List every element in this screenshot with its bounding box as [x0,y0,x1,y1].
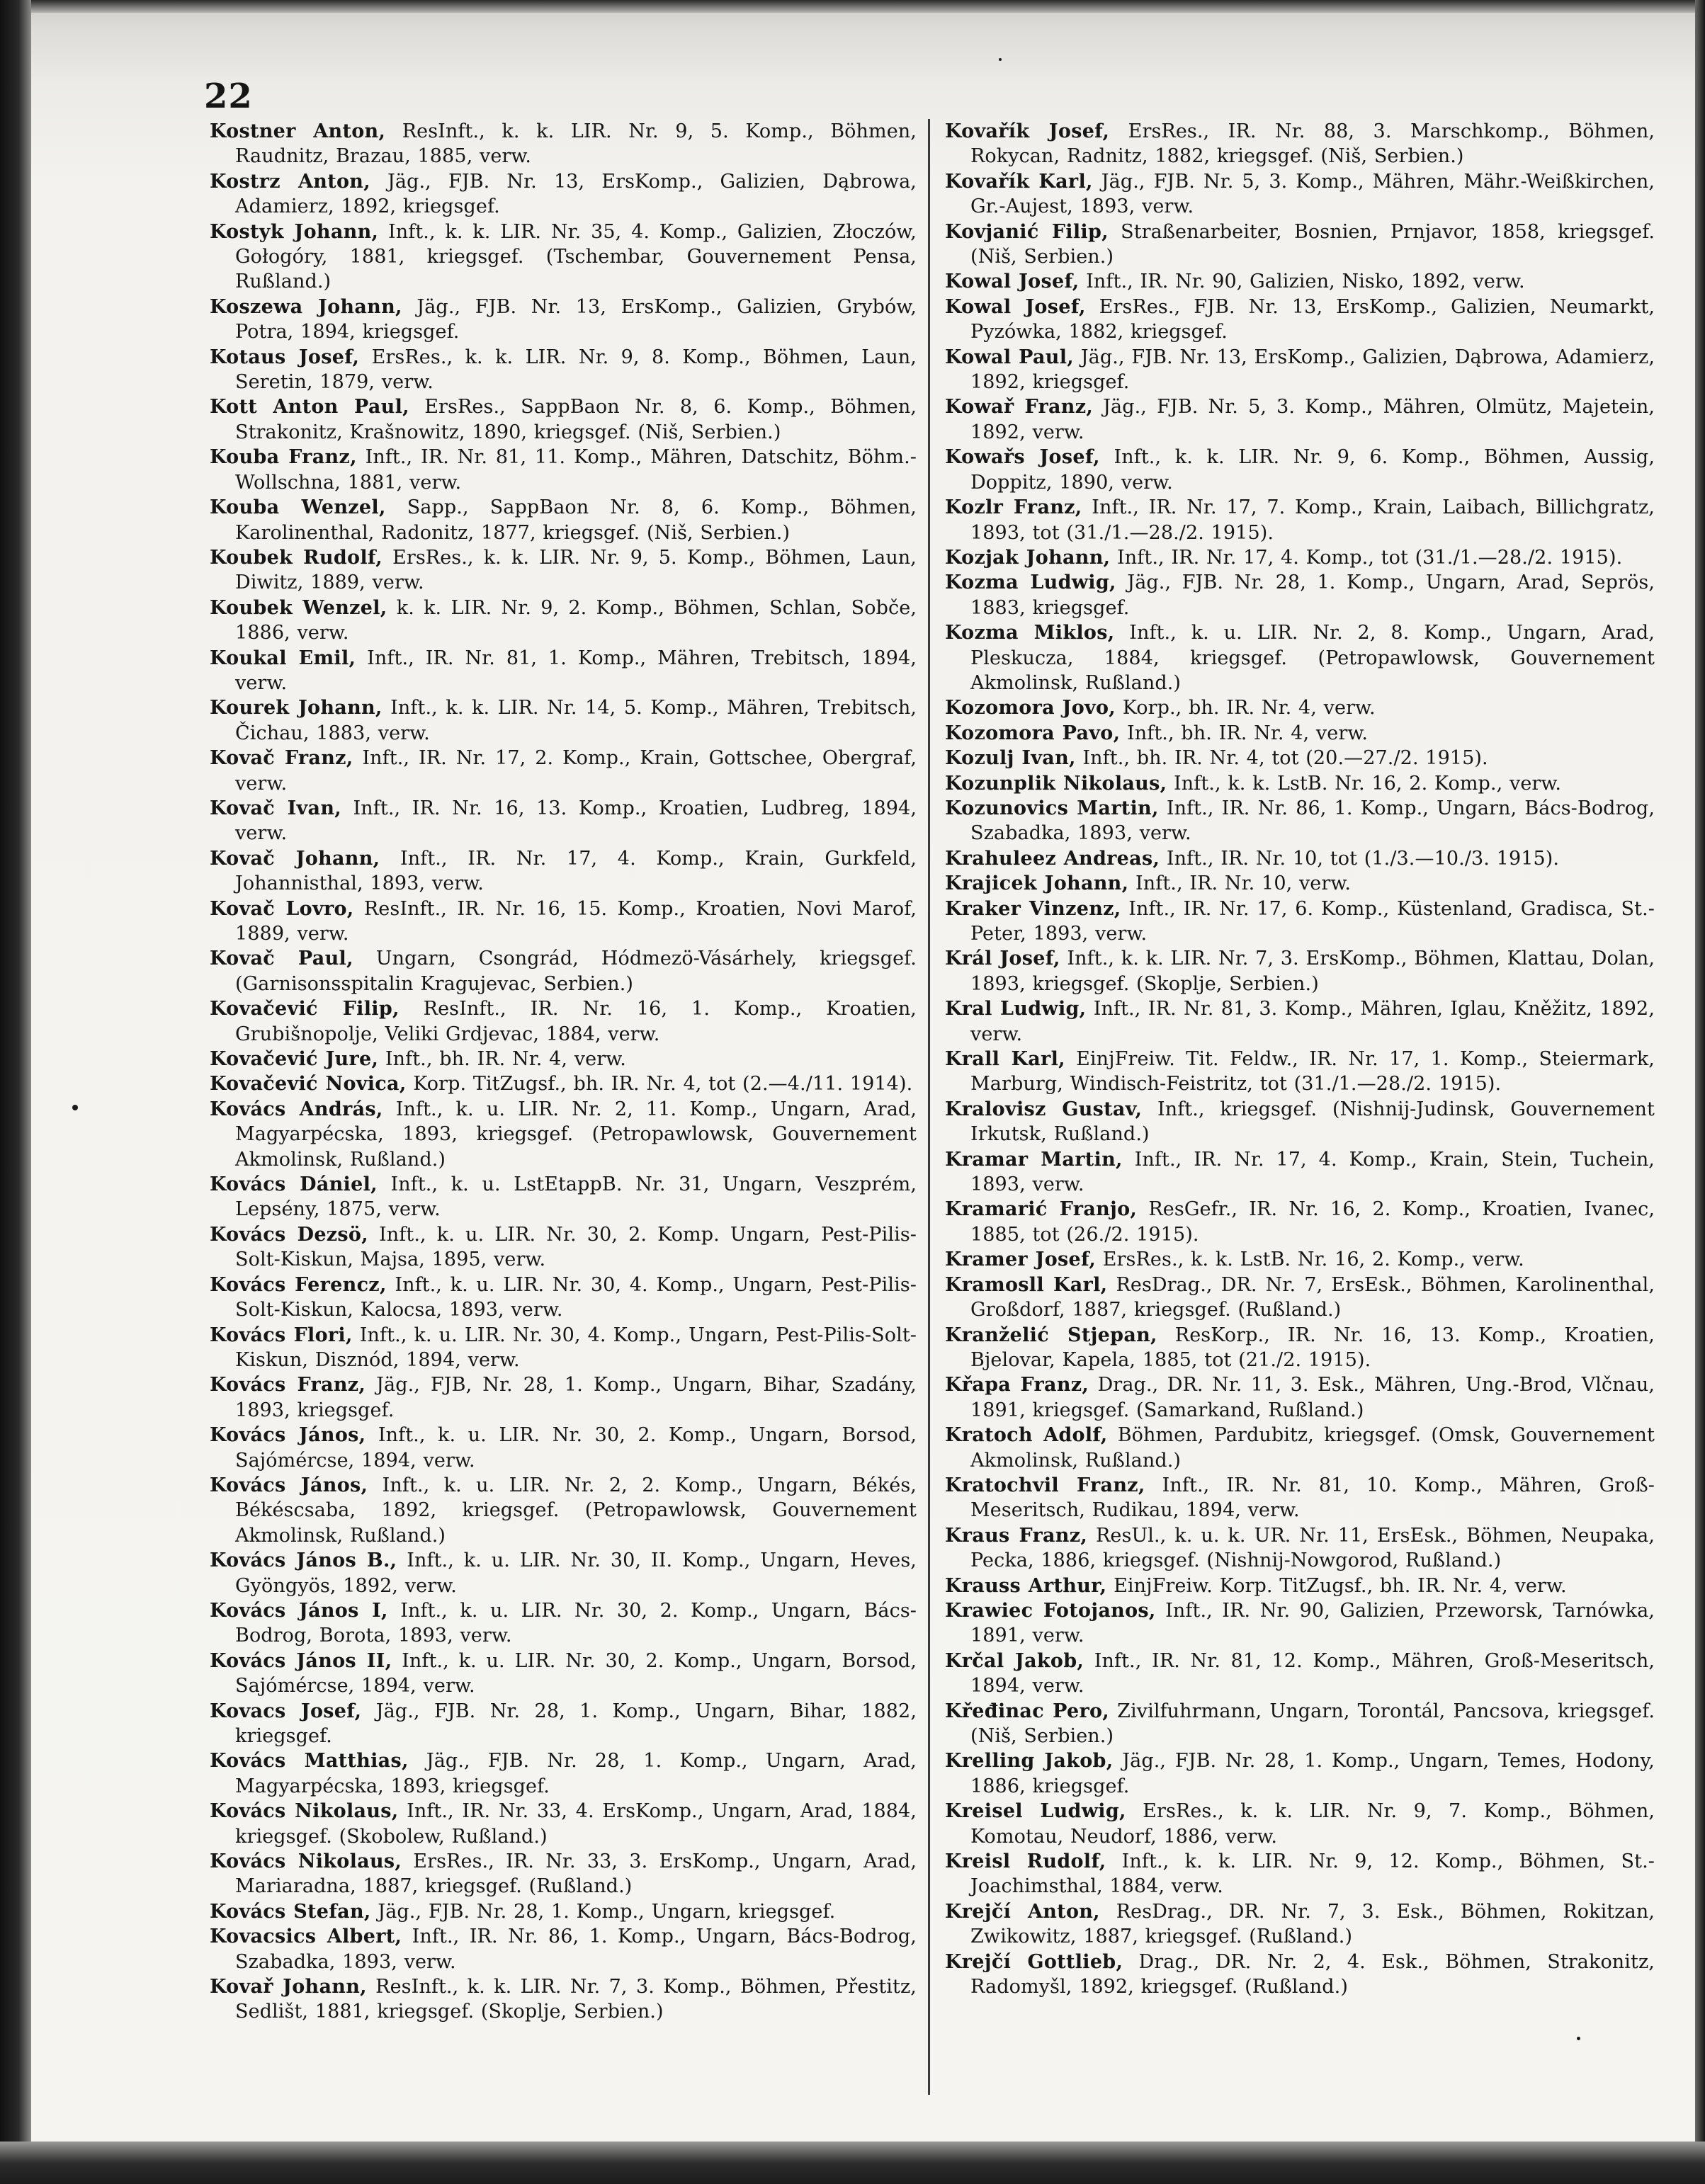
entry-details: ErsRes., SappBaon Nr. 8, 6. Komp., Böhmen, Strakonitz, Krašnowitz, 1890, kriegsgef. (Niš, Serbien.) [235,396,917,443]
entry-name: Koubek Wenzel, [210,596,387,619]
entry-name: Kovacs Josef, [210,1700,362,1722]
entry-details: Inft., k. u. LIR. Nr. 30, 4. Komp., Ungarn, Pest-Pilis-Solt-Kiskun, Kalocsa, 1893, verw. [235,1273,917,1321]
entry-details: ResInft., k. k. LIR. Nr. 7, 3. Komp., Böhmen, Přestitz, Sedlišt, 1881, kriegsgef. (Skoplje, Serbien.) [235,1976,917,2023]
register-entry [210,996,917,1047]
register-entry [945,695,1655,720]
register-entry [210,1849,917,1899]
entry-details: Inft., IR. Nr. 81, 12. Komp., Mähren, Groß-Meseritsch, 1894, verw. [970,1649,1655,1697]
register-entry [945,1197,1655,1247]
entry-name: Kovács Stefan, [210,1900,371,1923]
register-entry [210,1047,917,1071]
scan-border-left [0,0,31,2184]
entry-details: ErsRes., k. k. LIR. Nr. 9, 7. Komp., Böhmen, Komotau, Neudorf, 1886, verw. [970,1800,1655,1848]
entry-details: Ungarn, Csongrád, Hódmezö-Vásárhely, kriegsgef. (Garnisonsspitalin Kragujevac, Serbien.) [235,948,917,995]
entry-details: ErsRes., FJB. Nr. 13, ErsKomp., Galizien, Neumarkt, Pyzówka, 1882, kriegsgef. [970,295,1655,343]
register-entry [210,1473,917,1548]
register-entry [210,1598,917,1649]
entry-details: Inft., IR. Nr. 10, tot (1./3.—10./3. 1915). [1166,847,1560,870]
register-entry [210,445,917,495]
entry-name: Kostner Anton, [210,120,386,142]
register-entry [945,1323,1655,1373]
entry-name: Kovács János, [210,1474,368,1496]
entry-details: Jäg., FJB. Nr. 5, 3. Komp., Mähren, Olmütz, Majetein, 1892, verw. [970,396,1655,443]
entry-name: Koubek Rudolf, [210,546,383,569]
register-entry [210,596,917,646]
entry-details: Inft., IR. Nr. 81, 1. Komp., Mähren, Trebitsch, 1894, verw. [235,647,917,694]
entry-details: Inft., bh. IR. Nr. 4, tot (20.—27./2. 1915). [1082,747,1488,770]
register-entry [210,1071,917,1096]
entry-details: Inft., IR. Nr. 17, 2. Komp., Krain, Gottschee, Obergraf, verw. [235,747,917,795]
register-entry [210,119,917,169]
entry-details: Inft., k. u. LstEtappB. Nr. 31, Ungarn, Veszprém, Lepsény, 1875, verw. [235,1173,917,1221]
entry-name: Kovacsics Albert, [210,1926,402,1948]
entry-name: Křapa Franz, [945,1374,1089,1397]
ink-speck [1577,2037,1580,2040]
entry-details: k. k. LIR. Nr. 9, 2. Komp., Böhmen, Schlan, Sobče, 1886, verw. [235,596,917,644]
register-entry [945,570,1655,620]
entry-name: Kozjak Johann, [945,546,1111,569]
entry-name: Kovács Dezsö, [210,1223,368,1246]
register-entry [945,169,1655,220]
entry-name: Kovjanić Filip, [945,220,1109,243]
register-entry [945,1649,1655,1699]
entry-name: Kreisl Rudolf, [945,1850,1106,1873]
register-entry [945,721,1655,746]
entry-details: Inft., IR. Nr. 81, 11. Komp., Mähren, Datschitz, Böhm.-Wollschna, 1881, verw. [235,446,917,494]
ink-speck [999,58,1002,61]
entry-name: Kourek Johann, [210,697,383,720]
entry-details: ResDrag., DR. Nr. 7, ErsEsk., Böhmen, Karolinenthal, Großdorf, 1887, kriegsgef. (Rußland.) [970,1273,1655,1321]
entry-name: Kowal Josef, [945,271,1080,293]
register-entry [945,345,1655,395]
register-entry [210,1097,917,1172]
register-entry [210,897,917,947]
register-entry [210,295,917,345]
register-entry [210,695,917,746]
entry-details: Jäg., FJB, Nr. 28, 1. Komp., Ungarn, Bihar, Szadány, 1893, kriegsgef. [235,1374,917,1421]
register-entry [945,1899,1655,1950]
entry-details: ResInft., IR. Nr. 16, 1. Komp., Kroatien, Grubišnopolje, Veliki Grdjevac, 1884, verw. [235,998,917,1045]
scan-border-right [1695,0,1705,2184]
register-entry [210,1372,917,1423]
register-entry [945,846,1655,871]
entry-details: Inft., k. u. LIR. Nr. 2, 11. Komp., Ungarn, Arad, Magyarpécska, 1893, kriegsgef. (Petropawlowsk, Gouvernement Akmolinsk, Rußland.) [235,1098,917,1171]
register-entry [945,1799,1655,1849]
entry-details: Inft., bh. IR. Nr. 4, verw. [385,1048,626,1071]
register-entry [945,220,1655,270]
entry-name: Kozomora Pavo, [945,722,1121,744]
entry-details: ResInft., k. k. LIR. Nr. 9, 5. Komp., Böhmen, Raudnitz, Brazau, 1885, verw. [235,120,917,168]
entry-details: Drag., DR. Nr. 11, 3. Esk., Mähren, Ung.-Brod, Vlčnau, 1891, kriegsgef. (Samarkand, Rußland.) [970,1374,1655,1421]
entry-name: Kozunplik Nikolaus, [945,772,1167,795]
register-entry [210,1799,917,1849]
register-entry [210,746,917,796]
page-number: 22 [204,76,253,116]
entry-details: Korp., bh. IR. Nr. 4, verw. [1122,697,1376,720]
entry-name: Kovács Nikolaus, [210,1850,402,1873]
entry-name: Kraker Vinzenz, [945,897,1121,920]
entry-details: ResDrag., DR. Nr. 7, 3. Esk., Böhmen, Rokitzan, Zwikowitz, 1887, kriegsgef. (Rußland.) [970,1900,1655,1948]
entry-details: Inft., k. u. LIR. Nr. 30, II. Komp., Ungarn, Heves, Gyöngyös, 1892, verw. [235,1549,917,1597]
register-entry [210,169,917,220]
register-entry [945,269,1655,294]
entry-name: Krelling Jakob, [945,1750,1114,1773]
register-entry [210,796,917,846]
entry-details: Inft., k. k. LIR. Nr. 7, 3. ErsKomp., Böhmen, Klattau, Dolan, 1893, kriegsgef. (Skoplje, Serbien.) [970,948,1655,995]
register-entry [945,996,1655,1047]
entry-details: ResInft., IR. Nr. 16, 15. Komp., Kroatien, Novi Marof, 1889, verw. [235,897,917,945]
entry-details: ErsRes., k. k. LstB. Nr. 16, 2. Komp., verw. [1102,1249,1524,1271]
entry-name: Kouba Wenzel, [210,496,386,519]
entry-details: Inft., bh. IR. Nr. 4, verw. [1126,722,1369,744]
register-entry [945,620,1655,695]
entry-name: Kozulj Ivan, [945,747,1076,770]
entry-details: Zivilfuhrmann, Ungarn, Torontál, Pancsova, kriegsgef. (Niš, Serbien.) [970,1700,1655,1747]
entry-name: Kowař Franz, [945,396,1094,419]
entry-details: Jäg., FJB. Nr. 13, ErsKomp., Galizien, Dąbrowa, Adamierz, 1892, kriegsgef. [970,346,1655,394]
entry-name: Křeđinac Pero, [945,1700,1110,1722]
scan-border-top [0,0,1705,13]
register-entry [945,1473,1655,1523]
entry-details: ErsRes., IR. Nr. 88, 3. Marschkomp., Böhmen, Rokycan, Radnitz, 1882, kriegsgef. (Niš, Serbien.) [970,120,1655,168]
entry-details: Inft., k. u. LIR. Nr. 30, 4. Komp., Ungarn, Pest-Pilis-Solt-Kiskun, Disznód, 1894, verw. [235,1324,917,1371]
register-entry [210,1899,917,1924]
register-entry [945,746,1655,770]
register-entry [945,495,1655,545]
entry-name: Kozunovics Martin, [945,797,1159,819]
entry-name: Kozomora Jovo, [945,697,1116,720]
entry-details: ErsRes., k. k. LIR. Nr. 9, 5. Komp., Böhmen, Laun, Diwitz, 1889, verw. [235,546,917,594]
register-entry [210,545,917,596]
entry-name: Kovács András, [210,1098,383,1120]
register-entry [945,1047,1655,1097]
entry-name: Kramosll Karl, [945,1273,1108,1296]
entry-details: Inft., IR. Nr. 81, 3. Komp., Mähren, Iglau, Kněžitz, 1892, verw. [970,998,1655,1045]
entry-name: Kostyk Johann, [210,220,379,243]
entry-details: Jäg., FJB. Nr. 28, 1. Komp., Ungarn, Arad, Seprös, 1883, kriegsgef. [970,571,1655,619]
entry-name: Kotaus Josef, [210,346,360,368]
register-entry [210,1748,917,1799]
ink-speck [72,1105,78,1110]
entry-name: Kralovisz Gustav, [945,1098,1143,1120]
register-entry [945,1598,1655,1649]
entry-details: Inft., k. u. LIR. Nr. 30, 2. Komp., Ungarn, Bács-Bodrog, Borota, 1893, verw. [235,1599,917,1647]
entry-name: Kovács János B., [210,1549,397,1572]
scan-border-bottom [0,2142,1705,2184]
right-column [945,119,1655,1999]
entry-name: Kratoch Adolf, [945,1424,1108,1447]
register-entry [945,1097,1655,1147]
register-entry [210,1273,917,1323]
entry-details: Inft., k. u. LIR. Nr. 2, 2. Komp., Ungarn, Békés, Békéscsaba, 1892, kriegsgef. (Petropawlowsk, Gouvernement Akmolinsk, Rußland.) [235,1474,917,1547]
entry-name: Kovačević Novica, [210,1073,407,1096]
entry-name: Krčal Jakob, [945,1649,1084,1672]
register-entry [210,946,917,996]
register-entry [210,1924,917,1974]
entry-details: Jäg., FJB. Nr. 13, ErsKomp., Galizien, Dąbrowa, Adamierz, 1892, kriegsgef. [235,170,917,218]
entry-details: Jäg., FJB. Nr. 28, 1. Komp., Ungarn, Arad, Magyarpécska, 1893, kriegsgef. [235,1750,917,1797]
entry-name: Kramar Martin, [945,1148,1123,1171]
entry-details: Jäg., FJB. Nr. 5, 3. Komp., Mähren, Mähr.-Weißkirchen, Gr.-Aujest, 1893, verw. [970,170,1655,218]
register-entry [945,1372,1655,1423]
entry-details: Inft., IR. Nr. 17, 4. Komp., Krain, Gurkfeld, Johannisthal, 1893, verw. [235,847,917,895]
entry-name: Kranželić Stjepan, [945,1324,1157,1346]
register-entry [945,394,1655,445]
entry-name: Krall Karl, [945,1048,1065,1071]
entry-details: Inft., IR. Nr. 17, 7. Komp., Krain, Laibach, Billichgratz, 1893, tot (31./1.—28./2. 1915). [970,496,1655,544]
register-entry [210,1222,917,1273]
register-entry [945,1423,1655,1473]
entry-name: Kovács János, [210,1424,366,1447]
entry-name: Kovács Flori, [210,1324,353,1346]
entry-name: Kostrz Anton, [210,170,370,193]
register-entry [210,1699,917,1749]
register-entry [210,1974,917,2025]
entry-details: Inft., k. u. LIR. Nr. 2, 8. Komp., Ungarn, Arad, Pleskucza, 1884, kriegsgef. (Petropawlowsk, Gouvernement Akmolinsk, Rußland.) [970,622,1655,694]
entry-details: Inft., IR. Nr. 33, 4. ErsKomp., Ungarn, Arad, 1884, kriegsgef. (Skobolew, Rußland.) [235,1800,917,1848]
register-entry [945,1147,1655,1198]
entry-name: Kovács János I, [210,1599,388,1622]
register-entry [210,345,917,395]
entry-details: Inft., k. u. LIR. Nr. 30, 2. Komp., Ungarn, Borsod, Sajómércse, 1894, verw. [235,1649,917,1697]
entry-name: Kozlr Franz, [945,496,1082,519]
entry-details: Inft., IR. Nr. 17, 4. Komp., tot (31./1.—28./2. 1915). [1117,546,1623,569]
entry-name: Kozma Miklos, [945,622,1115,644]
register-entry [945,897,1655,947]
entry-details: Inft., IR. Nr. 90, Galizien, Nisko, 1892, verw. [1086,271,1525,293]
entry-details: Jäg., FJB. Nr. 13, ErsKomp., Galizien, Grybów, Potra, 1894, kriegsgef. [235,295,917,343]
entry-name: Kramarić Franjo, [945,1198,1138,1221]
entry-name: Kovács Dániel, [210,1173,378,1196]
register-entry [945,1247,1655,1272]
entry-details: ResUl., k. u. k. UR. Nr. 11, ErsEsk., Böhmen, Neupaka, Pecka, 1886, kriegsgef. (Nishnij-Nowgorod, Rußland.) [970,1524,1655,1572]
entry-details: Böhmen, Pardubitz, kriegsgef. (Omsk, Gouvernement Akmolinsk, Rußland.) [970,1424,1655,1472]
entry-name: Kowal Paul, [945,346,1074,368]
entry-details: Inft., k. u. LIR. Nr. 30, 2. Komp., Ungarn, Borsod, Sajómércse, 1894, verw. [235,1424,917,1472]
entry-details: Inft., IR. Nr. 17, 4. Komp., Krain, Stein, Tuchein, 1893, verw. [970,1148,1655,1196]
entry-details: EinjFreiw. Korp. TitZugsf., bh. IR. Nr. 4, verw. [1114,1574,1567,1597]
entry-name: Kreisel Ludwig, [945,1800,1126,1823]
register-entry [210,220,917,295]
entry-details: Jäg., FJB. Nr. 28, 1. Komp., Ungarn, Bihar, 1882, kriegsgef. [235,1700,917,1747]
register-entry [210,1423,917,1473]
entry-name: Kovač Johann, [210,847,380,870]
entry-details: Inft., k. k. LstB. Nr. 16, 2. Komp., verw. [1174,772,1562,795]
entry-name: Kovač Ivan, [210,797,341,819]
entry-name: Kral Ludwig, [945,998,1087,1020]
entry-details: Straßenarbeiter, Bosnien, Prnjavor, 1858, kriegsgef. (Niš, Serbien.) [970,220,1655,268]
register-entry [945,1574,1655,1598]
entry-name: Kovařík Josef, [945,120,1110,142]
register-entry [210,846,917,897]
entry-name: Krejčí Gottlieb, [945,1950,1123,1973]
register-entry [945,1950,1655,2000]
entry-details: Inft., IR. Nr. 16, 13. Komp., Kroatien, Ludbreg, 1894, verw. [235,797,917,845]
entry-name: Kovács Nikolaus, [210,1800,399,1823]
register-entry [945,1699,1655,1749]
entry-name: Krauss Arthur, [945,1574,1107,1597]
entry-name: Král Josef, [945,948,1060,970]
entry-name: Kovač Paul, [210,948,353,970]
entry-details: Inft., IR. Nr. 10, verw. [1135,872,1352,895]
register-entry [945,1849,1655,1899]
register-entry [210,394,917,445]
entry-details: Jäg., FJB. Nr. 28, 1. Komp., Ungarn, Temes, Hodony, 1886, kriegsgef. [970,1750,1655,1797]
entry-details: Inft., kriegsgef. (Nishnij-Judinsk, Gouvernement Irkutsk, Rußland.) [970,1098,1655,1146]
entry-name: Kozma Ludwig, [945,571,1116,594]
register-entry [945,771,1655,796]
entry-details: ErsRes., IR. Nr. 33, 3. ErsKomp., Ungarn, Arad, Mariaradna, 1887, kriegsgef. (Rußland.) [235,1850,917,1898]
entry-name: Kovařík Karl, [945,170,1093,193]
left-column [210,119,917,2025]
entry-details: Drag., DR. Nr. 2, 4. Esk., Böhmen, Strakonitz, Radomyšl, 1892, kriegsgef. (Rußland.) [970,1950,1655,1998]
entry-name: Kowařs Josef, [945,446,1100,469]
register-entry [945,871,1655,896]
entry-details: Jäg., FJB. Nr. 28, 1. Komp., Ungarn, kriegsgef. [378,1900,836,1923]
entry-details: Inft., IR. Nr. 17, 6. Komp., Küstenland, Gradisca, St.-Peter, 1893, verw. [970,897,1655,945]
register-entry [210,1548,917,1598]
entry-name: Kovačević Jure, [210,1048,379,1071]
entry-name: Kovács János II, [210,1649,392,1672]
entry-details: ErsRes., k. k. LIR. Nr. 9, 8. Komp., Böhmen, Laun, Seretin, 1879, verw. [235,346,917,394]
entry-name: Krajicek Johann, [945,872,1129,895]
entry-name: Krejčí Anton, [945,1900,1100,1923]
entry-name: Koszewa Johann, [210,295,402,318]
register-entry [945,1748,1655,1799]
entry-name: Kovař Johann, [210,1976,367,1998]
entry-name: Kowal Josef, [945,295,1086,318]
register-entry [945,295,1655,345]
entry-name: Kouba Franz, [210,446,357,469]
register-entry [210,495,917,545]
entry-name: Kovács Ferencz, [210,1273,387,1296]
entry-details: Inft., IR. Nr. 86, 1. Komp., Ungarn, Bács-Bodrog, Szabadka, 1893, verw. [235,1926,917,1973]
register-entry [945,796,1655,846]
entry-name: Kramer Josef, [945,1249,1097,1271]
entry-details: Korp. TitZugsf., bh. IR. Nr. 4, tot (2.—4./11. 1914). [413,1073,913,1096]
register-entry [945,1273,1655,1323]
register-entry [210,1649,917,1699]
entry-details: Inft., k. k. LIR. Nr. 9, 6. Komp., Böhmen, Aussig, Doppitz, 1890, verw. [970,446,1655,494]
register-entry [945,445,1655,495]
entry-name: Kraus Franz, [945,1524,1088,1547]
register-entry [945,946,1655,996]
entry-details: Inft., k. k. LIR. Nr. 9, 12. Komp., Böhmen, St.-Joachimsthal, 1884, verw. [970,1850,1655,1898]
entry-name: Krahuleez Andreas, [945,847,1160,870]
entry-name: Koukal Emil, [210,647,356,669]
entry-details: Sapp., SappBaon Nr. 8, 6. Komp., Böhmen, Karolinenthal, Radonitz, 1877, kriegsgef. (Niš, Serbien.) [235,496,917,544]
entry-details: Inft., k. k. LIR. Nr. 14, 5. Komp., Mähren, Trebitsch, Čichau, 1883, verw. [235,697,917,744]
entry-details: Inft., IR. Nr. 86, 1. Komp., Ungarn, Bács-Bodrog, Szabadka, 1893, verw. [970,797,1655,845]
register-entry [210,646,917,696]
entry-details: ResKorp., IR. Nr. 16, 13. Komp., Kroatien, Bjelovar, Kapela, 1885, tot (21./2. 1915). [970,1324,1655,1371]
entry-name: Kovačević Filip, [210,998,400,1020]
entry-name: Kratochvil Franz, [945,1474,1145,1496]
entry-details: Inft., IR. Nr. 81, 10. Komp., Mähren, Groß-Meseritsch, Rudikau, 1894, verw. [970,1474,1655,1522]
entry-name: Kott Anton Paul, [210,396,409,419]
entry-details: Inft., k. k. LIR. Nr. 35, 4. Komp., Galizien, Złoczów, Gołogóry, 1881, kriegsgef. (Tschembar, Gouvernement Pensa, Rußland.) [235,220,917,293]
register-entry [210,1323,917,1373]
entry-details: Inft., IR. Nr. 90, Galizien, Przeworsk, Tarnówka, 1891, verw. [970,1599,1655,1647]
register-entry [945,545,1655,570]
entry-details: EinjFreiw. Tit. Feldw., IR. Nr. 17, 1. Komp., Steiermark, Marburg, Windisch-Feistritz, tot (31./1.—28./2. 1915). [970,1048,1655,1096]
entry-name: Kovács Franz, [210,1374,366,1397]
entry-name: Krawiec Fotojanos, [945,1599,1156,1622]
entry-name: Kovač Lovro, [210,897,354,920]
register-entry [210,1172,917,1222]
register-entry [945,1523,1655,1574]
register-entry [945,119,1655,169]
entry-details: ResGefr., IR. Nr. 16, 2. Komp., Kroatien, Ivanec, 1885, tot (26./2. 1915). [970,1198,1655,1246]
column-divider [928,119,930,2095]
entry-name: Kovač Franz, [210,747,353,770]
entry-details: Inft., k. u. LIR. Nr. 30, 2. Komp. Ungarn, Pest-Pilis-Solt-Kiskun, Majsa, 1895, verw. [235,1223,917,1271]
entry-name: Kovács Matthias, [210,1750,409,1773]
